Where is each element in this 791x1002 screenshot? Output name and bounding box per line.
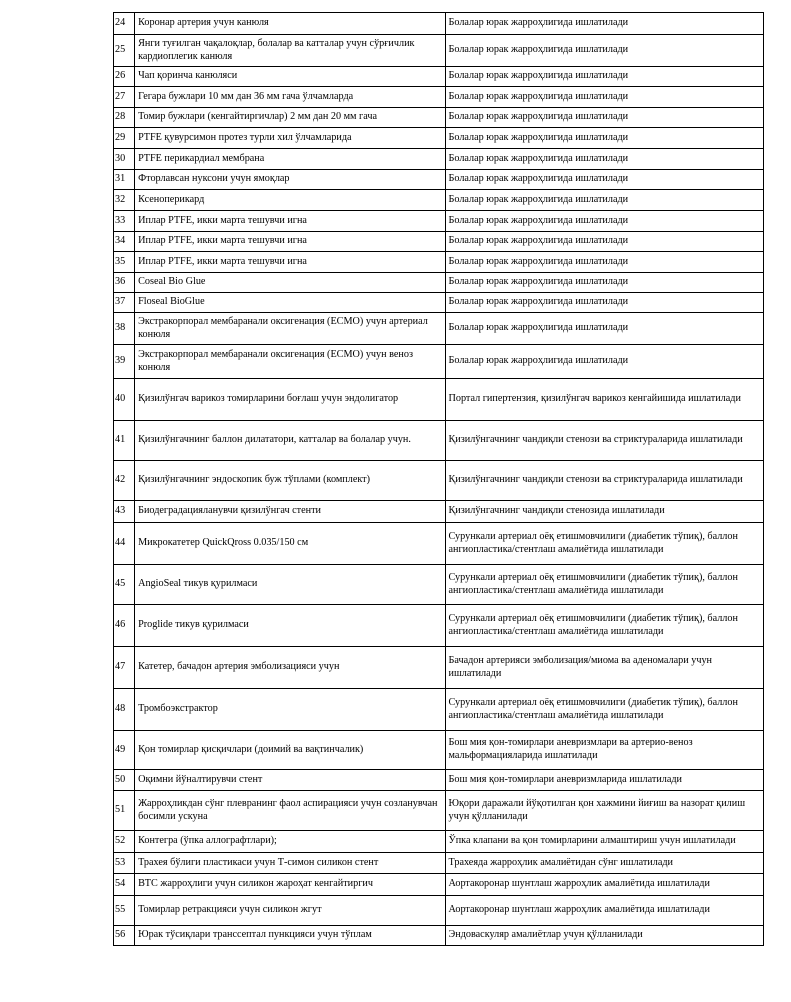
row-number: 30 xyxy=(114,149,135,170)
device-name-cell: Экстракорпорал мембаранали оксигенация (ECMO) учун артериал конюля xyxy=(135,313,445,345)
table-row xyxy=(114,926,764,946)
usage-cell: Аортакоронар шунтлаш жарроҳлик амалиётида ишлатилади xyxy=(445,874,763,896)
table-row xyxy=(114,252,764,273)
row-number: 35 xyxy=(114,252,135,273)
device-name-cell: Оқимни йўналтирувчи стент xyxy=(135,770,445,791)
row-number: 44 xyxy=(114,523,135,565)
row-number: 27 xyxy=(114,87,135,108)
device-name-cell: Фторлавсан нуксони учун ямоқлар xyxy=(135,170,445,190)
row-number: 38 xyxy=(114,313,135,345)
usage-cell: Болалар юрак жарроҳлигида ишлатилади xyxy=(445,313,763,345)
table-row xyxy=(114,565,764,605)
device-name-cell: Қизилўнгачнинг баллон дилататори, катталар ва болалар учун. xyxy=(135,421,445,461)
row-number: 28 xyxy=(114,108,135,128)
table-row xyxy=(114,128,764,149)
usage-cell: Бачадон артерияси эмболизация/миома ва аденомалари учун ишлатилади xyxy=(445,647,763,689)
device-name-cell: Янги туғилган чақалоқлар, болалар ва катталар учун сўрғичлик кардиоплегик канюля xyxy=(135,35,445,67)
usage-cell: Сурункали артериал оёқ етишмовчилиги (диабетик тўпиқ), баллон ангиопластика/стентлаш амалиётида ишлатилади xyxy=(445,523,763,565)
usage-cell: Аортакоронар шунтлаш жарроҳлик амалиётида ишлатилади xyxy=(445,896,763,926)
row-number: 29 xyxy=(114,128,135,149)
device-name-cell: Гегара бужлари 10 мм дан 36 мм гача ўлчамларда xyxy=(135,87,445,108)
row-number: 39 xyxy=(114,345,135,379)
row-number: 56 xyxy=(114,926,135,946)
device-name-cell: AngioSeal тикув қурилмаси xyxy=(135,565,445,605)
row-number: 41 xyxy=(114,421,135,461)
usage-cell: Қизилўнгачнинг чандиқли стенозида ишлатилади xyxy=(445,501,763,523)
row-number: 31 xyxy=(114,170,135,190)
device-name-cell: Ксеноперикард xyxy=(135,190,445,211)
usage-cell: Болалар юрак жарроҳлигида ишлатилади xyxy=(445,345,763,379)
device-name-cell: Жарроҳликдан сўнг плевранинг фаол аспирацияси учун созланувчан босимли ускуна xyxy=(135,791,445,831)
device-name-cell: Томир бужлари (кенгайтиргичлар) 2 мм дан 20 мм гача xyxy=(135,108,445,128)
usage-cell: Болалар юрак жарроҳлигида ишлатилади xyxy=(445,170,763,190)
device-name-cell: Трахея бўлиги пластикаси учун Т-симон силикон стент xyxy=(135,853,445,874)
table-row xyxy=(114,190,764,211)
table-row xyxy=(114,67,764,87)
row-number: 55 xyxy=(114,896,135,926)
usage-cell: Болалар юрак жарроҳлигида ишлатилади xyxy=(445,67,763,87)
row-number: 25 xyxy=(114,35,135,67)
row-number: 26 xyxy=(114,67,135,87)
device-name-cell: Қизилўнгач варикоз томирларини боғлаш учун эндолигатор xyxy=(135,379,445,421)
row-number: 48 xyxy=(114,689,135,731)
usage-cell: Қизилўнгачнинг чандиқли стенози ва стриктураларида ишлатилади xyxy=(445,461,763,501)
row-number: 43 xyxy=(114,501,135,523)
usage-cell: Қизилўнгачнинг чандиқли стенози ва стриктураларида ишлатилади xyxy=(445,421,763,461)
table-row xyxy=(114,896,764,926)
device-table xyxy=(113,12,764,946)
usage-cell: Сурункали артериал оёқ етишмовчилиги (диабетик тўпиқ), баллон ангиопластика/стентлаш амалиётида ишлатилади xyxy=(445,689,763,731)
usage-cell: Болалар юрак жарроҳлигида ишлатилади xyxy=(445,149,763,170)
usage-cell: Эндоваскуляр амалиётлар учун қўлланилади xyxy=(445,926,763,946)
usage-cell: Болалар юрак жарроҳлигида ишлатилади xyxy=(445,128,763,149)
row-number: 36 xyxy=(114,273,135,293)
device-name-cell: Томирлар ретракцияси учун силикон жгут xyxy=(135,896,445,926)
table-row xyxy=(114,831,764,853)
table-row xyxy=(114,87,764,108)
device-name-cell: Иплар PTFE, икки марта тешувчи игна xyxy=(135,232,445,252)
device-name-cell: Тромбоэкстрактор xyxy=(135,689,445,731)
row-number: 37 xyxy=(114,293,135,313)
row-number: 40 xyxy=(114,379,135,421)
usage-cell: Болалар юрак жарроҳлигида ишлатилади xyxy=(445,232,763,252)
usage-cell: Бош мия қон-томирлари аневризмлари ва артерио-веноз мальформацияларида ишлатилади xyxy=(445,731,763,770)
usage-cell: Сурункали артериал оёқ етишмовчилиги (диабетик тўпиқ), баллон ангиопластика/стентлаш амалиётида ишлатилади xyxy=(445,565,763,605)
table-row xyxy=(114,523,764,565)
usage-cell: Болалар юрак жарроҳлигида ишлатилади xyxy=(445,108,763,128)
row-number: 52 xyxy=(114,831,135,853)
usage-cell: Болалар юрак жарроҳлигида ишлатилади xyxy=(445,35,763,67)
table-row xyxy=(114,379,764,421)
row-number: 49 xyxy=(114,731,135,770)
table-row xyxy=(114,461,764,501)
usage-cell: Сурункали артериал оёқ етишмовчилиги (диабетик тўпиқ), баллон ангиопластика/стентлаш амалиётида ишлатилади xyxy=(445,605,763,647)
device-name-cell: PTFE перикардиал мембрана xyxy=(135,149,445,170)
table-row xyxy=(114,770,764,791)
row-number: 50 xyxy=(114,770,135,791)
row-number: 54 xyxy=(114,874,135,896)
row-number: 45 xyxy=(114,565,135,605)
table-row xyxy=(114,874,764,896)
device-name-cell: Proglide тикув қурилмаси xyxy=(135,605,445,647)
table-row xyxy=(114,170,764,190)
usage-cell: Юқори даражали йўқотилган қон хажмини йиғиш ва назорат қилиш учун қўлланилади xyxy=(445,791,763,831)
device-name-cell: Катетер, бачадон артерия эмболизацияси учун xyxy=(135,647,445,689)
table-row xyxy=(114,421,764,461)
device-name-cell: Қизилўнгачнинг эндоскопик буж тўплами (комплект) xyxy=(135,461,445,501)
row-number: 33 xyxy=(114,211,135,232)
table-row xyxy=(114,232,764,252)
table-row xyxy=(114,501,764,523)
device-name-cell: Иплар PTFE, икки марта тешувчи игна xyxy=(135,211,445,232)
row-number: 51 xyxy=(114,791,135,831)
usage-cell: Болалар юрак жарроҳлигида ишлатилади xyxy=(445,252,763,273)
table-row xyxy=(114,345,764,379)
device-name-cell: ВТС жарроҳлиги учун силикон жароҳат кенгайтиргич xyxy=(135,874,445,896)
table-row xyxy=(114,313,764,345)
usage-cell: Ўпка клапани ва қон томирларини алмаштириш учун ишлатилади xyxy=(445,831,763,853)
table-row xyxy=(114,211,764,232)
usage-cell: Болалар юрак жарроҳлигида ишлатилади xyxy=(445,87,763,108)
table-row xyxy=(114,273,764,293)
device-name-cell: Қон томирлар қисқичлари (доимий ва вақтинчалик) xyxy=(135,731,445,770)
usage-cell: Портал гипертензия, қизилўнгач варикоз кенгайишида ишлатилади xyxy=(445,379,763,421)
table-row xyxy=(114,689,764,731)
device-name-cell: Микрокатетер QuickQross 0.035/150 см xyxy=(135,523,445,565)
usage-cell: Болалар юрак жарроҳлигида ишлатилади xyxy=(445,190,763,211)
row-number: 34 xyxy=(114,232,135,252)
device-name-cell: Floseal BioGlue xyxy=(135,293,445,313)
device-name-cell: Коронар артерия учун канюля xyxy=(135,13,445,35)
device-table-body xyxy=(114,13,764,946)
table-row xyxy=(114,108,764,128)
row-number: 46 xyxy=(114,605,135,647)
usage-cell: Трахеяда жарроҳлик амалиётидан сўнг ишлатилади xyxy=(445,853,763,874)
device-name-cell: Чап қоринча канюляси xyxy=(135,67,445,87)
table-row xyxy=(114,853,764,874)
row-number: 53 xyxy=(114,853,135,874)
device-name-cell: Биодеградацияланувчи қизилўнгач стенти xyxy=(135,501,445,523)
device-name-cell: Контегра (ўпка аллографтлари); xyxy=(135,831,445,853)
table-row xyxy=(114,35,764,67)
usage-cell: Болалар юрак жарроҳлигида ишлатилади xyxy=(445,273,763,293)
table-row xyxy=(114,13,764,35)
device-name-cell: Экстракорпорал мембаранали оксигенация (ECMO) учун веноз конюля xyxy=(135,345,445,379)
table-row xyxy=(114,293,764,313)
device-name-cell: Coseal Bio Glue xyxy=(135,273,445,293)
table-row xyxy=(114,149,764,170)
row-number: 42 xyxy=(114,461,135,501)
usage-cell: Болалар юрак жарроҳлигида ишлатилади xyxy=(445,13,763,35)
table-row xyxy=(114,647,764,689)
table-row xyxy=(114,791,764,831)
table-row xyxy=(114,731,764,770)
row-number: 32 xyxy=(114,190,135,211)
table-row xyxy=(114,605,764,647)
device-name-cell: PTFE қувурсимон протез турли хил ўлчамларида xyxy=(135,128,445,149)
usage-cell: Болалар юрак жарроҳлигида ишлатилади xyxy=(445,211,763,232)
device-name-cell: Иплар PTFE, икки марта тешувчи игна xyxy=(135,252,445,273)
usage-cell: Болалар юрак жарроҳлигида ишлатилади xyxy=(445,293,763,313)
row-number: 24 xyxy=(114,13,135,35)
usage-cell: Бош мия қон-томирлари аневризмларида ишлатилади xyxy=(445,770,763,791)
row-number: 47 xyxy=(114,647,135,689)
device-name-cell: Юрак тўсиқлари транссептал пункцияси учун тўплам xyxy=(135,926,445,946)
